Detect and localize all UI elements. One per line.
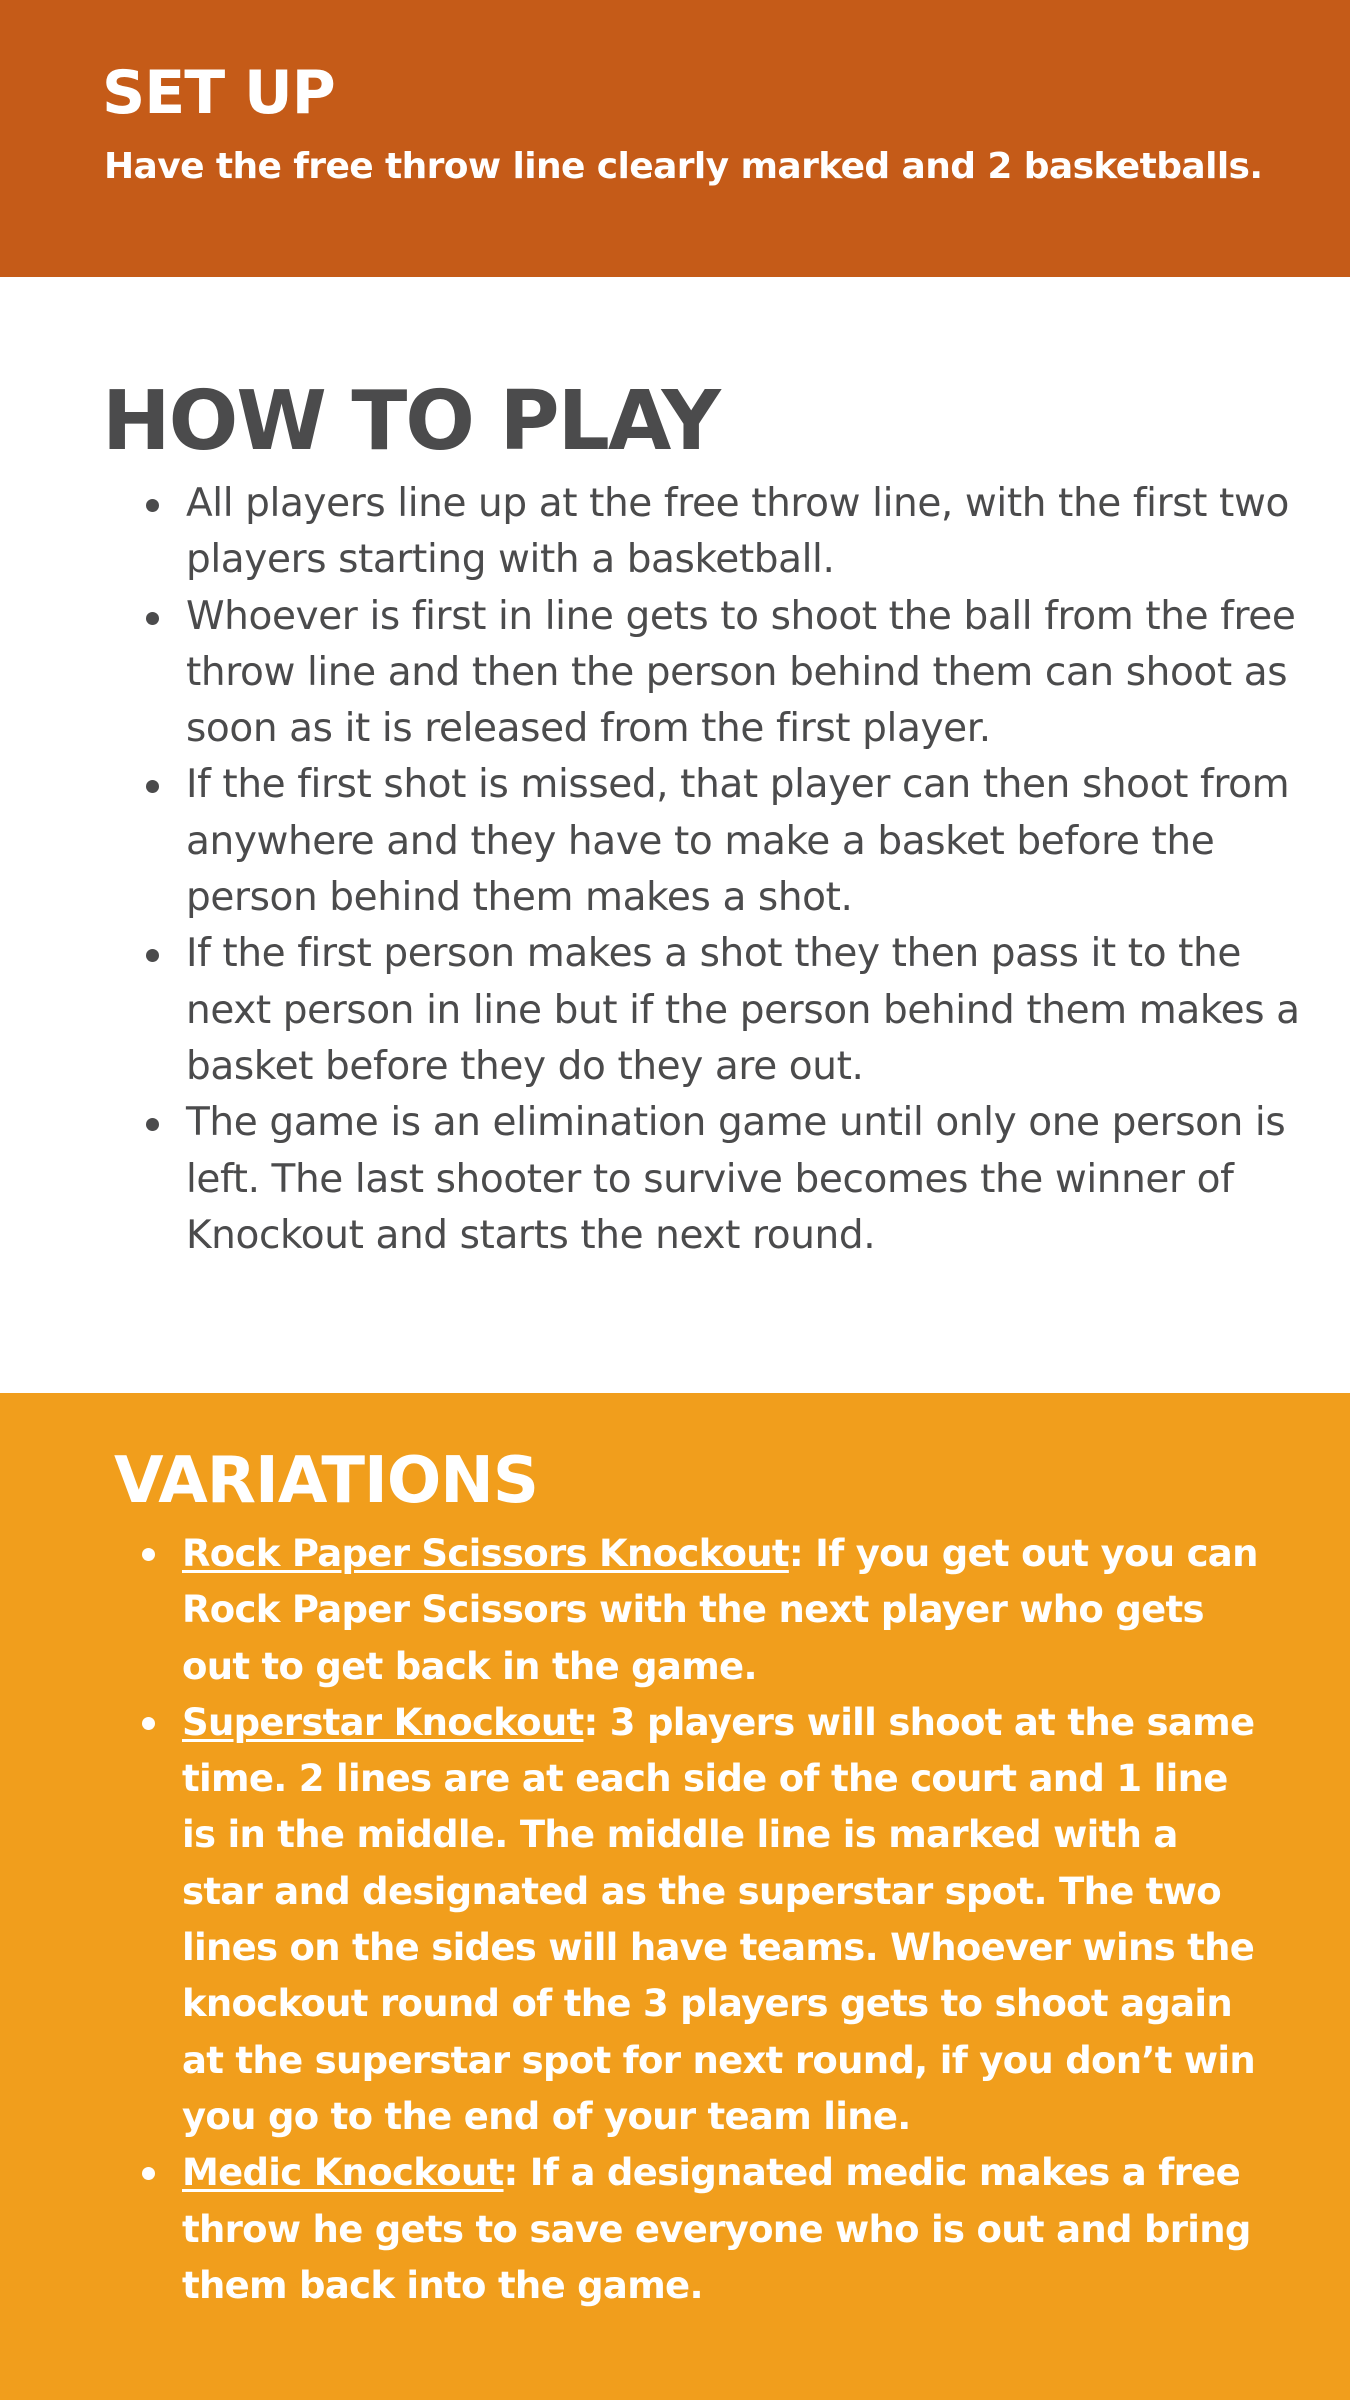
list-item-text: If the first person makes a shot they then pass it to the next person in line but if the person behind them makes a basket before they do they are out. [186, 931, 1300, 1089]
bullet-icon [142, 1548, 155, 1561]
variation-text: : If a designated medic makes a free throw he gets to save everyone who is out and bring them back into the game. [182, 2151, 1251, 2307]
list-item-text: Whoever is first in line gets to shoot the ball from the free throw line and then the person behind them can shoot as soon as it is released from the first player. [186, 593, 1296, 752]
list-item [102, 926, 1302, 1095]
variations-title: VARIATIONS [114, 1444, 538, 1518]
list-item [102, 1095, 1302, 1264]
variation-text: : If you get out you can Rock Paper Scissors with the next player who gets out to get back in the game. [182, 1532, 1258, 1688]
list-item [102, 589, 1302, 758]
setup-text: Have the free throw line clearly marked and 2 basketballs. [104, 146, 1263, 187]
list-item-text: If the first shot is missed, that player can then shoot from anywhere and they have to make a basket before the person behind them makes a shot. [186, 762, 1290, 921]
bullet-icon [146, 949, 159, 962]
setup-section [0, 0, 1350, 277]
how-to-play-title: HOW TO PLAY [102, 374, 719, 469]
list-item-text: All players line up at the free throw line, with the first two players starting with a basketball. [186, 481, 1289, 583]
bullet-icon [146, 780, 159, 793]
bullet-icon [146, 499, 159, 512]
list-item [102, 757, 1302, 926]
variation-item [100, 2145, 1260, 2314]
variation-item [100, 1695, 1260, 2145]
variation-text: : 3 players will shoot at the same time. 2 lines are at each side of the court and 1 line is in the middle. The middle line is marked with a star and designated as the superstar spot. The two lines on the sides will have teams. Whoever wins the knockout round of the 3 players gets to shoot again at the superstar spot for next round, if you don’t win you go to the end of your team line. [182, 1700, 1256, 2138]
setup-title: SET UP [102, 58, 335, 128]
bullet-icon [146, 1118, 159, 1131]
variation-name: Rock Paper Scissors Knockout [182, 1532, 789, 1575]
bullet-icon [142, 2167, 155, 2180]
bullet-icon [142, 1717, 155, 1730]
variation-item [100, 1526, 1260, 1695]
how-to-play-list [102, 476, 1302, 1264]
variations-section [0, 1393, 1350, 2400]
list-item-text: The game is an elimination game until only one person is left. The last shooter to survive becomes the winner of Knockout and starts the next round. [186, 1100, 1286, 1258]
list-item [102, 476, 1302, 589]
variations-list [100, 1526, 1260, 2314]
variation-name: Superstar Knockout [182, 1700, 584, 1744]
variation-name: Medic Knockout [182, 2151, 504, 2195]
bullet-icon [146, 612, 159, 625]
